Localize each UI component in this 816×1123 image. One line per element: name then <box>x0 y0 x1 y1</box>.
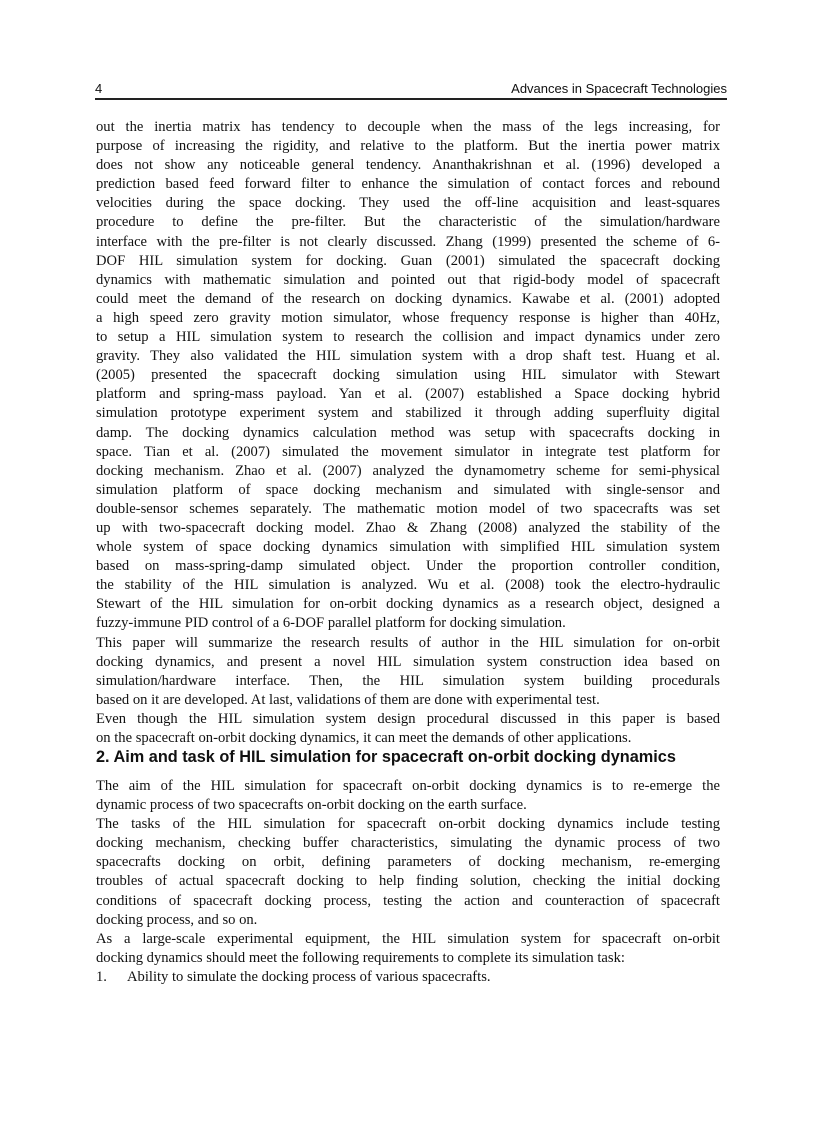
list-text: Ability to simulate the docking process of various spacecrafts. <box>127 968 491 985</box>
text-line: gravity. They also validated the HIL simulation system with a drop shaft test. Huang et al. <box>96 348 720 365</box>
text-line: out the inertia matrix has tendency to decouple when the mass of the legs increasing, for <box>96 119 720 135</box>
text-line: to setup a HIL simulation system to research the collision and impact dynamics under zero <box>96 329 720 346</box>
text-line: procedure to define the pre-filter. But the characteristic of the simulation/hardware <box>96 214 720 231</box>
text-line: docking dynamics, and present a novel HIL simulation system construction idea based on <box>96 653 720 670</box>
text-line: double-sensor schemes separately. The mathematic motion model of two spacecrafts was set <box>96 500 720 517</box>
text-line: Stewart of the HIL simulation for on-orbit docking dynamics as a research object, designed a <box>96 596 720 613</box>
text-line: based on it are developed. At last, validations of them are done with experimental test. <box>96 691 600 708</box>
text-line: velocities during the space docking. They used the off-line acquisition and least-squares <box>96 195 720 212</box>
text-line: troubles of actual spacecraft docking to help finding solution, checking the initial docking <box>96 873 720 890</box>
paragraph <box>96 777 720 815</box>
section-2-body <box>96 777 720 987</box>
text-line: This paper will summarize the research results of author in the HIL simulation for on-orbit <box>96 634 720 651</box>
text-line: a high speed zero gravity motion simulator, whose frequency response is higher than 40Hz, <box>96 309 720 326</box>
text-line: based on mass-spring-damp simulated object. Under the proportion controller condition, <box>96 558 720 575</box>
text-line: the stability of the HIL simulation is analyzed. Wu et al. (2008) took the electro-hydraulic <box>96 577 720 594</box>
section-1-body <box>96 118 720 748</box>
text-line: could meet the demand of the research on docking dynamics. Kawabe et al. (2001) adopted <box>96 290 720 307</box>
text-line: damp. The docking dynamics calculation method was setup with spacecrafts docking in <box>96 424 720 441</box>
text-line: dynamic process of two spacecrafts on-orbit docking on the earth surface. <box>96 797 527 814</box>
text-line: on the spacecraft on-orbit docking dynamics, it can meet the demands of other applications. <box>96 730 632 746</box>
paragraph <box>96 710 720 748</box>
text-line: As a large-scale experimental equipment, the HIL simulation system for spacecraft on-orbit <box>96 930 720 947</box>
text-line: simulation/hardware interface. Then, the HIL simulation system building procedurals <box>96 672 720 689</box>
text-line: whole system of space docking dynamics simulation with simplified HIL simulation system <box>96 539 720 556</box>
text-line: dynamics with mathematic simulation and pointed out that rigid-body model of spacecraft <box>96 271 720 288</box>
text-line: does not show any noticeable general tendency. Ananthakrishnan et al. (1996) developed a <box>96 157 720 174</box>
list-number: 1. <box>96 968 107 985</box>
paragraph <box>96 634 720 710</box>
paragraph <box>96 118 720 634</box>
text-line: docking mechanism, checking buffer characteristics, simulating the dynamic process of two <box>96 835 720 852</box>
page-header <box>95 80 727 100</box>
text-line: docking process, and so on. <box>96 911 258 928</box>
page-number: 4 <box>95 81 103 96</box>
section-heading: 2. Aim and task of HIL simulation for spacecraft on-orbit docking dynamics <box>96 748 676 766</box>
running-title: Advances in Spacecraft Technologies <box>511 81 727 96</box>
text-line: spacecrafts docking on orbit, defining parameters of docking mechanism, re-emerging <box>96 854 720 871</box>
text-line: simulation prototype experiment system and stabilized it through adding superfluity digital <box>96 405 720 422</box>
text-line: fuzzy-immune PID control of a 6-DOF parallel platform for docking simulation. <box>96 615 566 632</box>
text-line: conditions of spacecraft docking process, testing the action and counteraction of spacecraft <box>96 892 720 909</box>
text-line: (2005) presented the spacecraft docking simulation using HIL simulator with Stewart <box>96 367 720 384</box>
text-line: Even though the HIL simulation system design procedural discussed in this paper is based <box>96 710 720 727</box>
text-line: DOF HIL simulation system for docking. Guan (2001) simulated the spacecraft docking <box>96 252 720 269</box>
text-line: docking mechanism. Zhao et al. (2007) analyzed the dynamometry scheme for semi-physical <box>96 462 720 479</box>
text-line: up with two-spacecraft docking model. Zhao & Zhang (2008) analyzed the stability of the <box>96 519 720 536</box>
paragraph <box>96 930 720 968</box>
text-line: space. Tian et al. (2007) simulated the movement simulator in integrate test platform for <box>96 443 720 460</box>
text-line: purpose of increasing the rigidity, and relative to the platform. But the inertia power matrix <box>96 138 720 155</box>
text-line: The aim of the HIL simulation for spacecraft on-orbit docking dynamics is to re-emerge the <box>96 778 720 794</box>
text-line: simulation platform of space docking mechanism and simulated with single-sensor and <box>96 481 720 498</box>
text-line: prediction based feed forward filter to enhance the simulation of contact forces and rebound <box>96 176 720 193</box>
text-line: interface with the pre-filter is not clearly discussed. Zhang (1999) presented the scheme of 6- <box>96 233 720 250</box>
text-line: docking dynamics should meet the following requirements to complete its simulation task: <box>96 949 625 966</box>
text-line: The tasks of the HIL simulation for spacecraft on-orbit docking dynamics include testing <box>96 816 720 833</box>
list-item <box>96 968 720 987</box>
text-line: platform and spring-mass payload. Yan et al. (2007) established a Space docking hybrid <box>96 386 720 403</box>
paragraph <box>96 815 720 930</box>
